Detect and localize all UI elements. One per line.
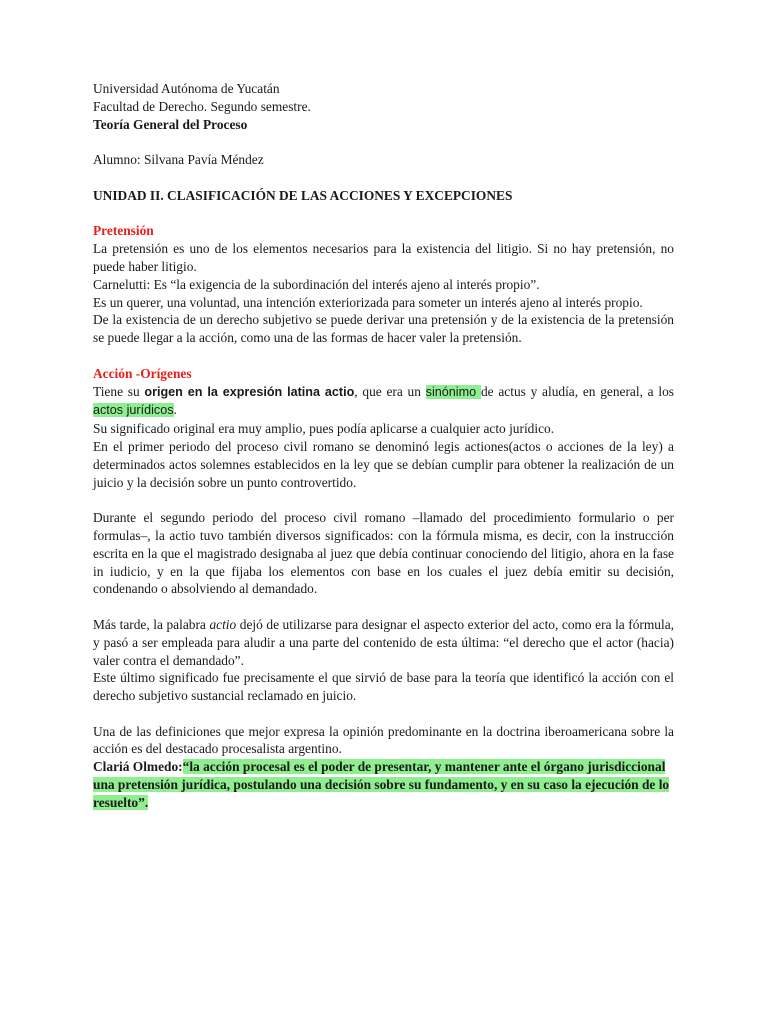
accion-paragraph-6: Este último significado fue precisamente el que sirvió de base para la teoría que identificó la acción con el derecho subjetivo sustancial reclamado en juicio. [93,670,674,704]
pretension-heading: Pretensión [93,223,154,239]
carnelutti-quote: Carnelutti: Es “la exigencia de la subordinación del interés ajeno al interés propio”. [93,276,540,292]
accion-paragraph-3: En el primer periodo del proceso civil romano se denominó legis actiones(actos o acciones de la ley) a determinados actos solemnes establecidos en la ley que se debían cumplir para obtener la realización de un juicio y la decisión sobre un punto controvertido. [93,438,674,490]
pretension-paragraph-4: De la existencia de un derecho subjetivo se puede derivar una pretensión y de la existencia de la pretensión se puede llegar a la acción, como una de las formas de hacer valer la pretensión. [93,312,674,346]
accion-paragraph-5: Más tarde, la palabra actio dejó de utilizarse para designar el aspecto exterior del acto, como era la fórmula, y pasó a ser empleada para aludir a una parte del contenido de esta última: “el derecho que el actor (hacia) valer contra el demandado”. [93,616,675,668]
highlight-actos-juridicos: actos jurídicos [93,403,174,418]
pretension-paragraph-1: La pretensión es uno de los elementos necesarios para la existencia del litigio. Si no hay pretensión, no puede haber litigio. [93,241,674,274]
faculty-line: Facultad de Derecho. Segundo semestre. [93,98,311,114]
actio-italic: actio [209,616,237,632]
claria-olmedo-quote [93,758,674,811]
accion-paragraph-2: Su significado original era muy amplio, pues podía aplicarse a cualquier acto jurídico. [93,421,555,437]
university-line: Universidad Autónoma de Yucatán [93,81,280,96]
accion-paragraph-7: Una de las definiciones que mejor expresa la opinión predominante en la doctrina iberoamericana sobre la acción es del destacado procesalista argentino. [93,723,674,757]
unit-title: UNIDAD II. CLASIFICACIÓN DE LAS ACCIONES Y EXCEPCIONES [93,187,513,203]
student-line: Alumno: Silvana Pavía Méndez [93,152,264,168]
highlight-sinonimo: sinónimo [425,384,481,399]
course-title: Teoría General del Proceso [93,116,248,132]
highlighted-quote-text: “la acción procesal es el poder de presentar, y mantener ante el órgano jurisdiccional una pretensión jurídica, postulando una decisión sobre su fundamento, y en su caso la ejecución de lo resuelto”. [93,759,670,810]
accion-heading: Acción -Orígenes [93,365,192,381]
accion-paragraph-4: Durante el segundo periodo del proceso civil romano –llamado del procedimiento formulario o per formulas–, la actio tuvo también diversos significados: con la fórmula misma, es decir, con la instrucción escrita en la que el magistrado designaba al juez que debía continuar conociendo del litigio, ahora en la fase in iudicio, y en la que fijaba los elementos con base en los cuales el juez debía emitir su decisión, condenando o absolviendo al demandado. [93,510,674,597]
quote-author: Clariá Olmedo: [93,759,183,775]
origin-bold-phrase: origen en la expresión latina actio [144,384,355,399]
accion-origin-paragraph: Tiene su origen en la expresión latina actio, que era un sinónimo de actus y aludía, en general, a los actos jurídicos. [93,383,674,418]
pretension-paragraph-3: Es un querer, una voluntad, una intención exteriorizada para someter un interés ajeno al interés propio. [93,294,643,310]
